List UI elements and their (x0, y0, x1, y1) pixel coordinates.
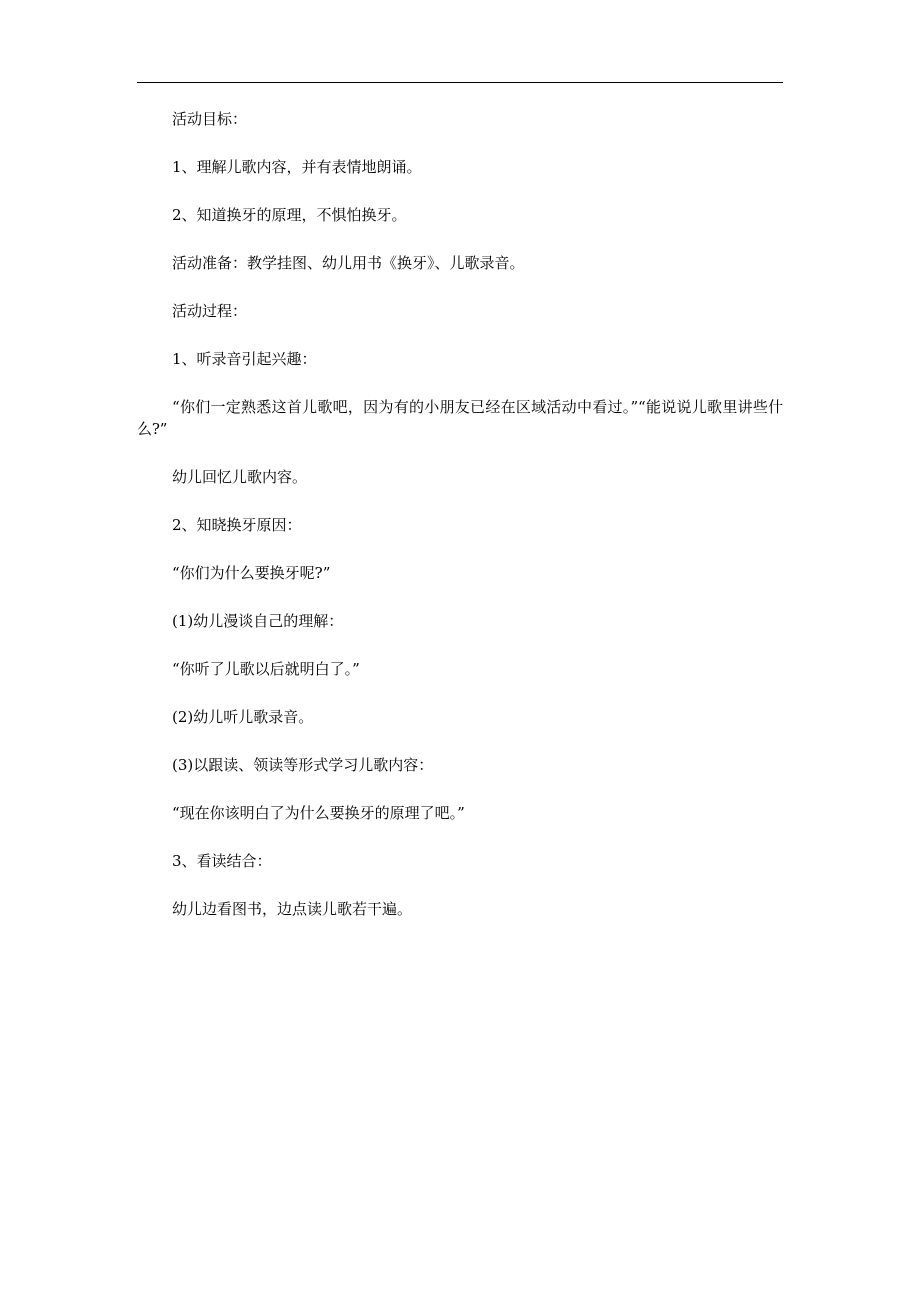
sub-step: (1)幼儿漫谈自己的理解： (172, 612, 344, 630)
step-heading: 1、听录音引起兴趣： (172, 350, 317, 368)
quote-paragraph: “你听了儿歌以后就明白了。” (172, 660, 360, 678)
document-body (137, 108, 783, 946)
quote-paragraph: “你们为什么要换牙呢?” (172, 564, 331, 582)
goal-item: 2、知道换牙的原理，不惧怕换牙。 (172, 206, 407, 224)
goal-item: 1、理解儿歌内容，并有表情地朗诵。 (172, 158, 422, 176)
body-paragraph: 幼儿回忆儿歌内容。 (172, 468, 308, 486)
sub-step: (3)以跟读、领读等形式学习儿歌内容： (172, 756, 434, 774)
preparation-paragraph: 活动准备：教学挂图、幼儿用书《换牙》、儿歌录音。 (172, 254, 525, 272)
body-paragraph: 幼儿边看图书，边点读儿歌若干遍。 (172, 900, 413, 918)
sub-step: (2)幼儿听儿歌录音。 (172, 708, 314, 726)
step-heading: 3、看读结合： (172, 852, 272, 870)
step-heading: 2、知晓换牙原因： (172, 516, 302, 534)
quote-paragraph: “现在你该明白了为什么要换牙的原理了吧。” (172, 804, 465, 822)
header-rule (137, 82, 783, 83)
section-heading-goals: 活动目标： (172, 110, 248, 128)
section-heading-process: 活动过程： (172, 302, 248, 320)
quote-paragraph: “你们一定熟悉这首儿歌吧，因为有的小朋友已经在区域活动中看过。”“能说说儿歌里讲些什么?” (137, 398, 783, 438)
